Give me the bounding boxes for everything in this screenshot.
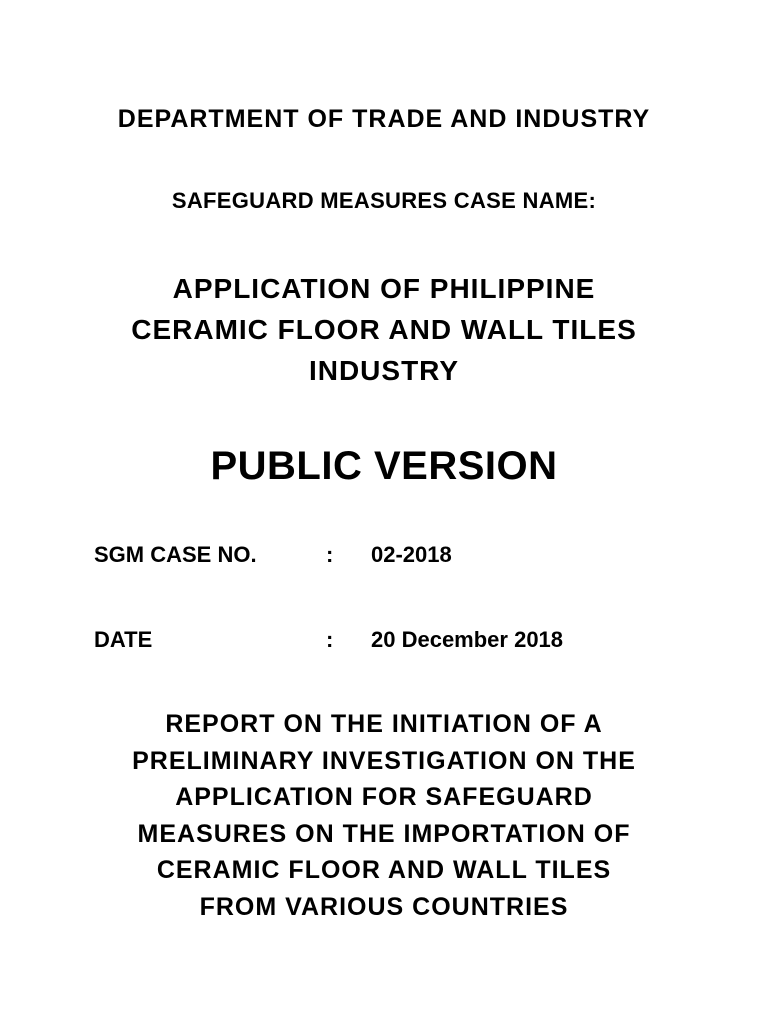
application-title-line: INDUSTRY	[308, 355, 460, 386]
case-number-separator: :	[326, 542, 334, 567]
application-title-line: CERAMIC FLOOR AND WALL TILES	[131, 314, 637, 345]
case-name-label: SAFEGUARD MEASURES CASE NAME:	[171, 188, 597, 213]
report-title-line: REPORT ON THE INITIATION OF A	[165, 710, 603, 738]
date-value: 20 December 2018	[371, 627, 564, 652]
report-title-line: FROM VARIOUS COUNTRIES	[199, 892, 569, 921]
date-label: DATE	[94, 627, 153, 652]
case-number-label: SGM CASE NO.	[94, 542, 257, 567]
report-title	[0, 706, 768, 925]
case-number-row	[94, 539, 694, 571]
version-heading: PUBLIC VERSION	[210, 444, 558, 488]
report-title-line: PRELIMINARY INVESTIGATION ON THE	[132, 746, 636, 775]
application-title	[0, 268, 768, 391]
department-heading: DEPARTMENT OF TRADE AND INDUSTRY	[117, 105, 651, 133]
date-row	[94, 624, 694, 656]
report-title-line: APPLICATION FOR SAFEGUARD	[175, 783, 593, 811]
application-title-line: APPLICATION OF PHILIPPINE	[172, 273, 596, 304]
date-separator: :	[326, 627, 334, 652]
report-title-line: MEASURES ON THE IMPORTATION OF	[137, 819, 631, 848]
case-number-value: 02-2018	[371, 542, 452, 567]
report-title-line: CERAMIC FLOOR AND WALL TILES	[156, 856, 612, 884]
